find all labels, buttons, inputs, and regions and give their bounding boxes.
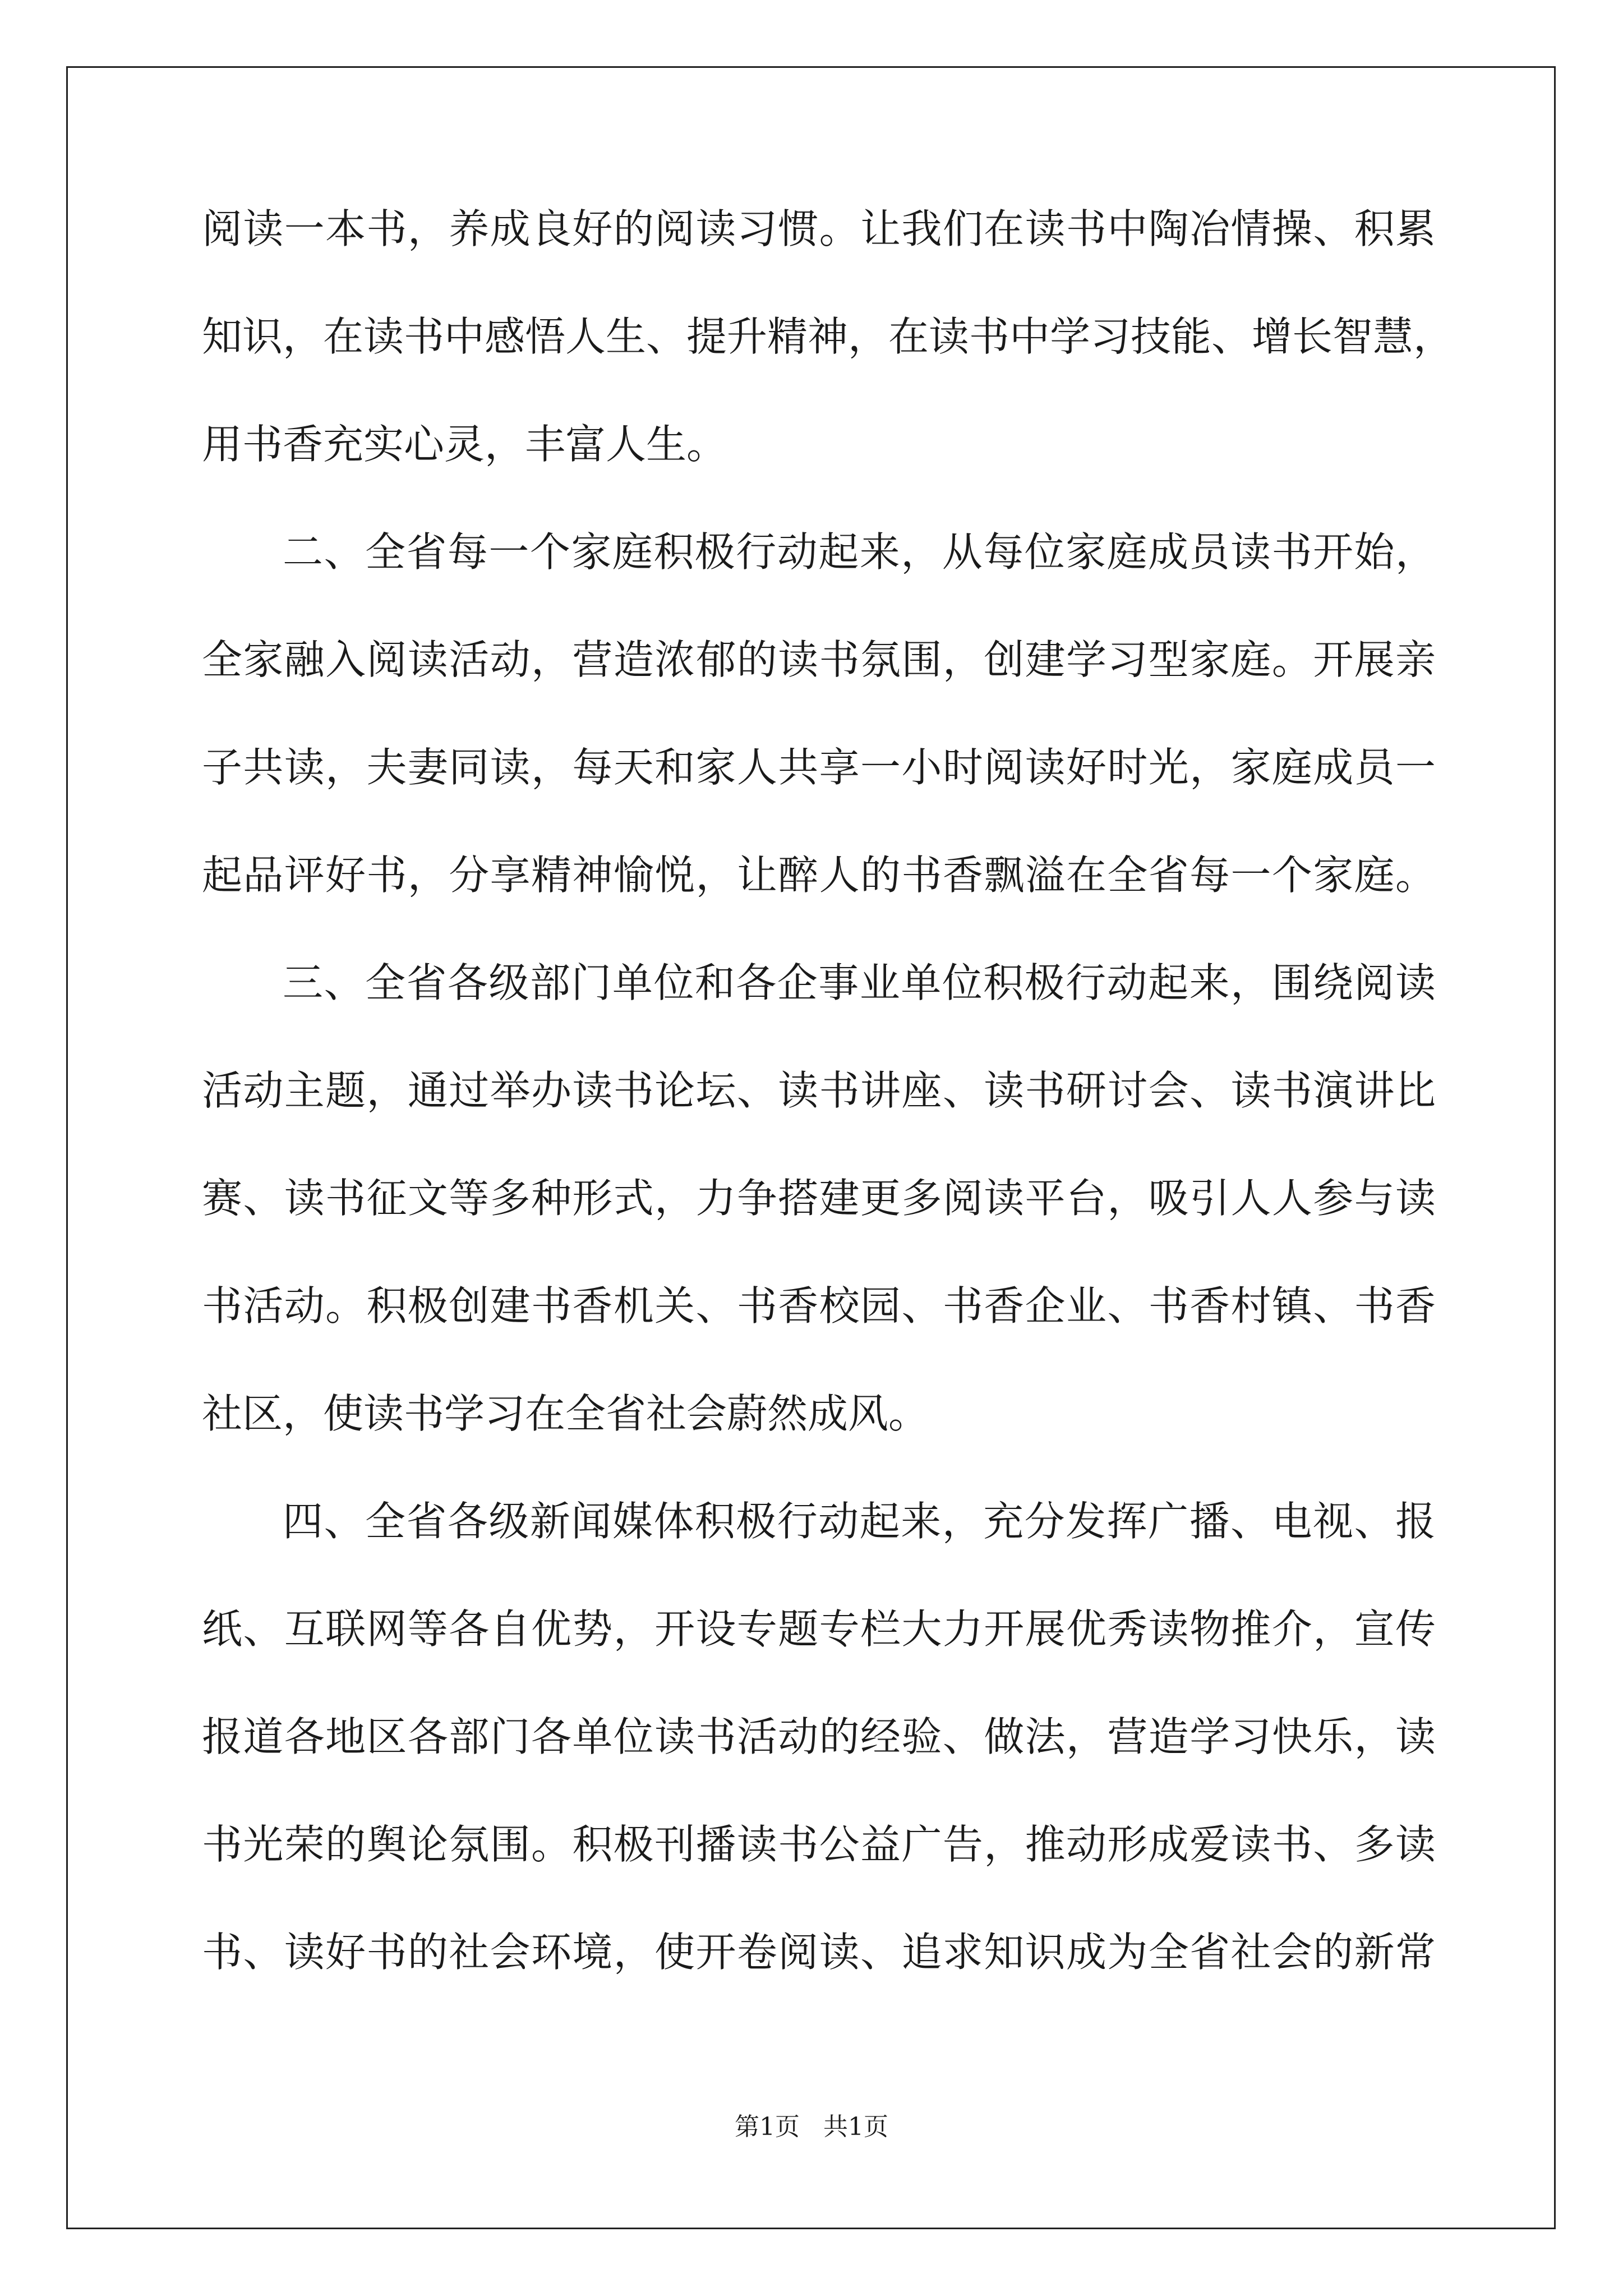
body-line: 书活动。积极创建书香机关、书香校园、书香企业、书香村镇、书香 <box>202 1282 1436 1329</box>
paragraph-start-line: 三、全省各级部门单位和各企事业单位积极行动起来，围绕阅读 <box>283 959 1436 1006</box>
body-line: 书、读好书的社会环境，使开卷阅读、追求知识成为全省社会的新常 <box>202 1929 1436 1976</box>
body-line: 子共读，夫妻同读，每天和家人共享一小时阅读好时光，家庭成员一 <box>202 744 1436 791</box>
body-line: 社区，使读书学习在全省社会蔚然成风。 <box>202 1390 929 1437</box>
body-line: 知识，在读书中感悟人生、提升精神，在读书中学习技能、增长智慧， <box>202 313 1454 360</box>
page-footer: 第1页 共1页 <box>735 2113 888 2141</box>
document-body <box>202 202 1454 2033</box>
body-line: 阅读一本书，养成良好的阅读习惯。让我们在读书中陶冶情操、积累 <box>202 205 1436 252</box>
paragraph-start-line: 四、全省各级新闻媒体积极行动起来，充分发挥广播、电视、报 <box>283 1498 1436 1545</box>
body-line: 纸、互联网等各自优势，开设专题专栏大力开展优秀读物推介，宣传 <box>202 1605 1436 1653</box>
paragraph-start-line: 二、全省每一个家庭积极行动起来，从每位家庭成员读书开始， <box>283 528 1436 576</box>
body-line: 书光荣的舆论氛围。积极刊播读书公益广告，推动形成爱读书、多读 <box>202 1821 1436 1868</box>
body-line: 报道各地区各部门各单位读书活动的经验、做法，营造学习快乐，读 <box>202 1713 1436 1760</box>
body-line: 赛、读书征文等多种形式，力争搭建更多阅读平台，吸引人人参与读 <box>202 1175 1436 1222</box>
body-line: 起品评好书，分享精神愉悦，让醉人的书香飘溢在全省每一个家庭。 <box>202 852 1436 899</box>
body-line: 活动主题，通过举办读书论坛、读书讲座、读书研讨会、读书演讲比 <box>202 1067 1436 1114</box>
body-line: 全家融入阅读活动，营造浓郁的读书氛围，创建学习型家庭。开展亲 <box>202 636 1436 683</box>
body-line: 用书香充实心灵，丰富人生。 <box>202 421 727 468</box>
